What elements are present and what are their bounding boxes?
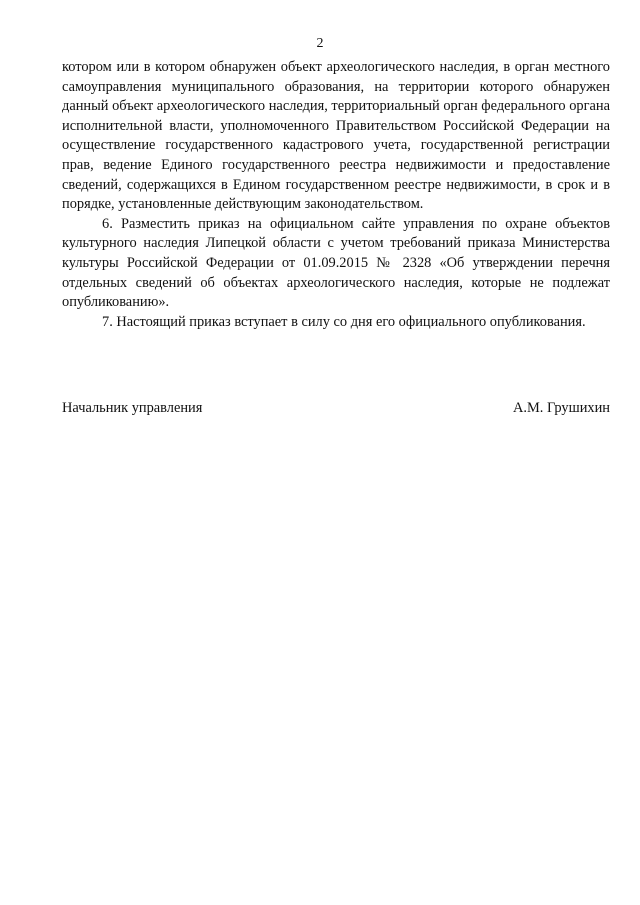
signatory-name: А.М. Грушихин [513, 400, 610, 416]
signature-block [62, 398, 610, 418]
paragraph-item-6: 6. Разместить приказ на официальном сайте управления по охране объектов культурного наследия Липецкой области с учетом требований приказа Министерства культуры Российской Федерации от 01.09.2015 № 2328 «Об утверждении перечня отдельных сведений об объектах археологического наследия, которые не подлежат опубликованию». [62, 215, 610, 311]
document-body [62, 58, 610, 332]
paragraph-item-7: 7. Настоящий приказ вступает в силу со дня его официального опубликования. [102, 313, 586, 330]
page-number: 2 [316, 36, 324, 51]
signatory-position: Начальник управления [62, 400, 203, 416]
paragraph-continuation: котором или в котором обнаружен объект археологического наследия, в орган местного самоуправления муниципального образования, на территории которого обнаружен данный объект археологического наследия, территориальный орган федерального органа исполнительной власти, уполномоченного Правительством Российской Федерации на осуществление государственного кадастрового учета, государственной регистрации прав, ведение Единого государственного реестра недвижимости и предоставление сведений, содержащихся в Едином государственном реестре недвижимости, в срок и в порядке, установленные действующим законодательством. [62, 59, 610, 213]
